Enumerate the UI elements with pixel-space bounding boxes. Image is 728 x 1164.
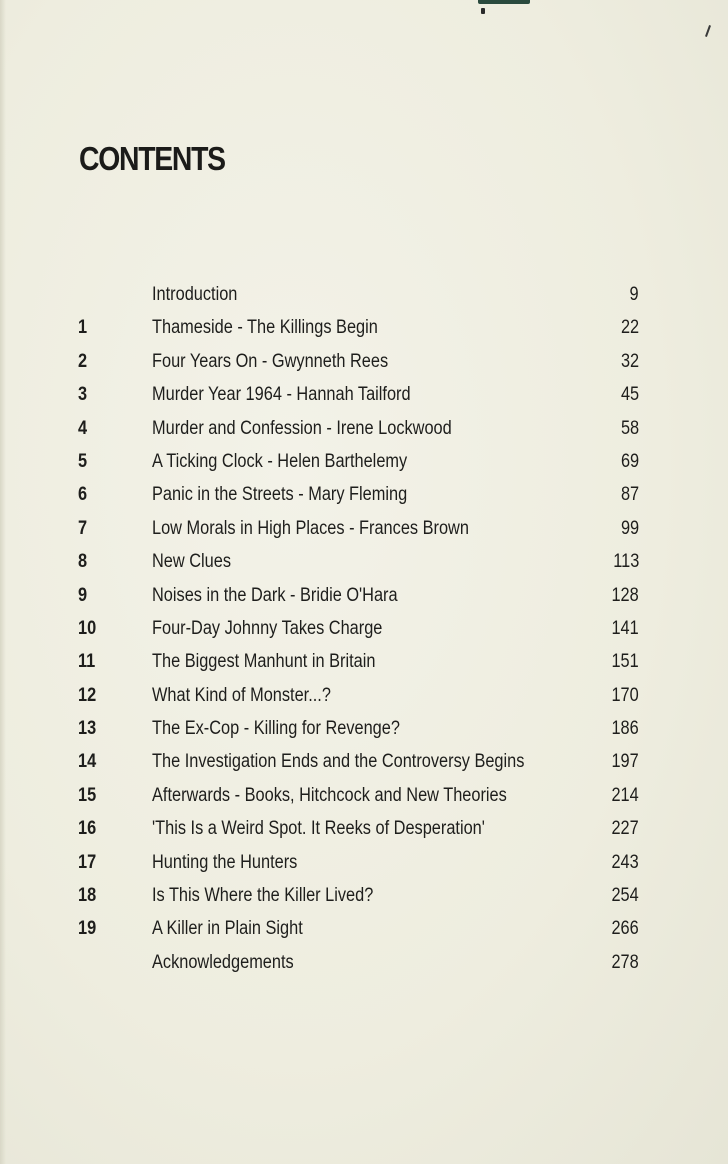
page-number: 170 <box>611 684 639 706</box>
chapter-number: 4 <box>78 417 88 439</box>
chapter-number: 18 <box>78 885 97 907</box>
chapter-number: 17 <box>78 851 97 873</box>
toc-entry <box>0 879 728 912</box>
chapter-title: 'This Is a Weird Spot. It Reeks of Desperation' <box>152 818 485 840</box>
page-number: 87 <box>620 484 639 506</box>
chapter-title: Hunting the Hunters <box>152 851 298 873</box>
chapter-title: Low Morals in High Places - Frances Brown <box>152 517 469 539</box>
chapter-number: 9 <box>78 584 88 606</box>
page-number: 45 <box>620 384 639 406</box>
chapter-title: A Ticking Clock - Helen Barthelemy <box>152 450 408 472</box>
chapter-number: 5 <box>78 450 88 472</box>
chapter-number: 1 <box>78 317 88 339</box>
chapter-title: New Clues <box>152 551 232 573</box>
chapter-title: Murder and Confession - Irene Lockwood <box>152 417 452 439</box>
contents-heading: CONTENTS <box>79 140 225 177</box>
toc-entry <box>0 278 728 311</box>
chapter-number: 2 <box>78 350 88 372</box>
toc-entry <box>0 445 728 478</box>
chapter-number: 14 <box>78 751 97 773</box>
toc-entry <box>0 712 728 745</box>
chapter-title: Panic in the Streets - Mary Fleming <box>152 484 408 506</box>
ink-speck <box>481 8 485 14</box>
chapter-number: 15 <box>78 784 97 806</box>
toc-entry <box>0 345 728 378</box>
toc-entry <box>0 612 728 645</box>
page-number: 197 <box>611 751 639 773</box>
toc-entry <box>0 478 728 511</box>
toc-entry <box>0 512 728 545</box>
toc-entry <box>0 645 728 678</box>
chapter-title: Murder Year 1964 - Hannah Tailford <box>152 384 411 406</box>
page-number: 254 <box>611 885 639 907</box>
chapter-title: Thameside - The Killings Begin <box>152 317 378 339</box>
toc-entry <box>0 946 728 979</box>
chapter-number: 11 <box>78 651 96 673</box>
chapter-title: The Ex-Cop - Killing for Revenge? <box>152 718 400 740</box>
toc-entry <box>0 812 728 845</box>
chapter-number: 16 <box>78 818 97 840</box>
page-number: 22 <box>620 317 639 339</box>
page-number: 99 <box>620 517 639 539</box>
page-number: 32 <box>620 350 639 372</box>
page-number: 278 <box>611 951 639 973</box>
page-number: 128 <box>611 584 639 606</box>
chapter-title: Acknowledgements <box>152 951 294 973</box>
page-number: 58 <box>620 417 639 439</box>
chapter-number: 12 <box>78 684 97 706</box>
page-number: 186 <box>611 718 639 740</box>
chapter-number: 7 <box>78 517 88 539</box>
toc-entry <box>0 679 728 712</box>
chapter-title: A Killer in Plain Sight <box>152 918 303 940</box>
toc-entry <box>0 779 728 812</box>
chapter-number: 6 <box>78 484 88 506</box>
top-edge-mark <box>478 0 530 4</box>
chapter-title: The Biggest Manhunt in Britain <box>152 651 376 673</box>
chapter-title: The Investigation Ends and the Controversy Begins <box>152 751 525 773</box>
chapter-title: Afterwards - Books, Hitchcock and New Theories <box>152 784 507 806</box>
table-of-contents <box>0 278 728 979</box>
chapter-number: 13 <box>78 718 97 740</box>
page-number: 151 <box>611 651 639 673</box>
chapter-title: Four Years On - Gwynneth Rees <box>152 350 389 372</box>
toc-entry <box>0 545 728 578</box>
page-number: 266 <box>611 918 639 940</box>
page-number: 69 <box>620 450 639 472</box>
toc-entry <box>0 846 728 879</box>
chapter-number: 10 <box>78 617 97 639</box>
page-number: 141 <box>611 617 639 639</box>
chapter-title: Introduction <box>152 284 238 305</box>
chapter-title: Is This Where the Killer Lived? <box>152 885 374 907</box>
page-number: 113 <box>612 551 639 573</box>
toc-entry <box>0 579 728 612</box>
toc-entry <box>0 745 728 778</box>
toc-entry <box>0 912 728 945</box>
toc-entry <box>0 412 728 445</box>
toc-entry <box>0 378 728 411</box>
chapter-number: 8 <box>78 551 88 573</box>
chapter-title: Noises in the Dark - Bridie O'Hara <box>152 584 398 606</box>
pencil-mark <box>705 25 711 37</box>
chapter-title: Four-Day Johnny Takes Charge <box>152 617 383 639</box>
chapter-title: What Kind of Monster...? <box>152 684 331 706</box>
page-number: 9 <box>629 284 639 305</box>
chapter-number: 3 <box>78 384 88 406</box>
toc-entry <box>0 311 728 344</box>
page-number: 214 <box>611 784 639 806</box>
page-number: 243 <box>611 851 639 873</box>
chapter-number: 19 <box>78 918 97 940</box>
page-number: 227 <box>611 818 639 840</box>
